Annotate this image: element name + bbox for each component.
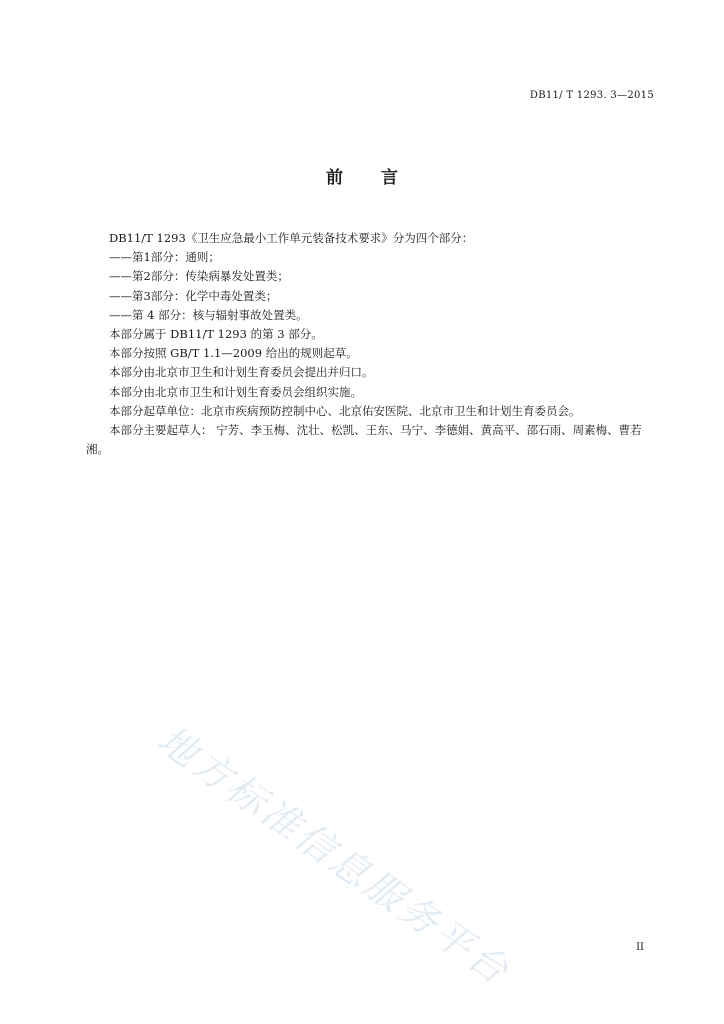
paragraph-part-2: ——第2部分：传染病暴发处置类；: [109, 269, 289, 284]
foreword-body: [86, 229, 660, 459]
paragraph-drafting-rules: 本部分按照 GB/T 1.1—2009 给出的规则起草。: [109, 346, 358, 361]
paragraph-drafters: 本部分主要起草人： 宁芳、李玉梅、沈壮、松凯、王东、马宁、李德娟、黄高平、邵石雨、周素梅、曹若湘。: [86, 423, 642, 457]
paragraph-part-3: ——第3部分：化学中毒处置类；: [109, 288, 278, 303]
paragraph-part-membership: 本部分属于 DB11/T 1293 的第 3 部分。: [109, 327, 323, 342]
paragraph-implementer: 本部分由北京市卫生和计划生育委员会组织实施。: [109, 384, 362, 399]
paragraph-part-1: ——第1部分：通则；: [109, 250, 220, 265]
paragraph-parts-intro: DB11/T 1293《卫生应急最小工作单元装备技术要求》分为四个部分：: [109, 231, 474, 245]
watermark: 地方标准信息服务平台: [149, 717, 519, 995]
paragraph-part-4: ——第 4 部分：核与辐射事故处置类。: [109, 307, 308, 322]
page-title: 前言: [326, 168, 436, 188]
page-number: II: [636, 942, 644, 953]
paragraph-drafting-units: 本部分起草单位：北京市疾病预防控制中心、北京佑安医院、北京市卫生和计划生育委员会。: [109, 403, 581, 418]
document-code: DB11/ T 1293. 3—2015: [529, 90, 654, 101]
paragraph-proposer: 本部分由北京市卫生和计划生育委员会提出并归口。: [109, 365, 374, 380]
